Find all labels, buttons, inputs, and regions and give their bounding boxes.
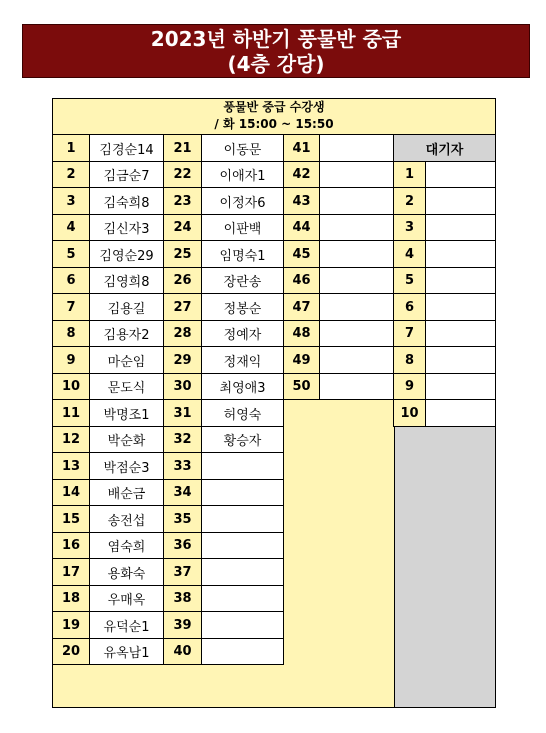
roster-number: 34: [163, 479, 202, 506]
waitlist-name: [425, 346, 496, 374]
waitlist-name: [425, 214, 496, 241]
roster-name: 임명숙1: [201, 240, 284, 268]
roster-number: 37: [163, 558, 202, 586]
roster-number: 20: [52, 638, 90, 665]
roster-number: 30: [163, 373, 202, 400]
waitlist-number: 4: [393, 240, 426, 268]
roster-name: [201, 532, 284, 559]
waitlist-name: [425, 320, 496, 347]
roster-name: 박순화: [89, 426, 164, 453]
roster-number: 31: [163, 399, 202, 427]
roster-name: 송전섭: [89, 505, 164, 533]
roster-name: 유옥남1: [89, 638, 164, 665]
roster-number: 15: [52, 505, 90, 533]
roster-number: 32: [163, 426, 202, 453]
roster-name: 이판백: [201, 214, 284, 241]
roster-number: 48: [283, 320, 320, 347]
roster-name: [201, 585, 284, 612]
roster-name: 김영순29: [89, 240, 164, 268]
roster-number: 46: [283, 267, 320, 294]
roster-name: [319, 134, 394, 162]
roster-number: 23: [163, 187, 202, 215]
roster-number: 3: [52, 187, 90, 215]
roster-name: [201, 611, 284, 639]
roster-number: 47: [283, 293, 320, 321]
roster-name: [201, 558, 284, 586]
roster-number: 13: [52, 452, 90, 480]
waitlist-name: [425, 161, 496, 188]
roster-number: 14: [52, 479, 90, 506]
roster-number: 6: [52, 267, 90, 294]
roster-number: 50: [283, 373, 320, 400]
roster-name: [319, 187, 394, 215]
waitlist-name: [425, 293, 496, 321]
roster-name: 김용자2: [89, 320, 164, 347]
roster-number: 39: [163, 611, 202, 639]
roster-number: 9: [52, 346, 90, 374]
roster-name: 유덕순1: [89, 611, 164, 639]
roster-number: 22: [163, 161, 202, 188]
roster-name: 황승자: [201, 426, 284, 453]
waitlist-name: [425, 373, 496, 400]
roster-number: 17: [52, 558, 90, 586]
roster-name: [319, 320, 394, 347]
roster-name: [319, 240, 394, 268]
roster-number: 40: [163, 638, 202, 665]
roster-number: 18: [52, 585, 90, 612]
roster-number: 12: [52, 426, 90, 453]
roster-name: 마순임: [89, 346, 164, 374]
waitlist-number: 9: [393, 373, 426, 400]
roster-name: 김영희8: [89, 267, 164, 294]
roster-number: 42: [283, 161, 320, 188]
roster-number: 33: [163, 452, 202, 480]
roster-name: 김숙희8: [89, 187, 164, 215]
roster-number: 21: [163, 134, 202, 162]
roster-name: 김용길: [89, 293, 164, 321]
roster-name: 정봉순: [201, 293, 284, 321]
roster-name: 김금순7: [89, 161, 164, 188]
roster-number: 26: [163, 267, 202, 294]
roster-name: [201, 479, 284, 506]
roster-header-time: / 화 15:00 ~ 15:50: [214, 117, 334, 131]
roster-name: 박명조1: [89, 399, 164, 427]
title-banner: [22, 24, 530, 78]
roster-name: 염숙희: [89, 532, 164, 559]
roster-name: 이동문: [201, 134, 284, 162]
roster-name: [319, 293, 394, 321]
roster-name: [319, 214, 394, 241]
roster-number: 1: [52, 134, 90, 162]
title-line-1: 2023년 하반기 풍물반 중급: [150, 27, 402, 51]
roster-name: [319, 346, 394, 374]
roster-number: 41: [283, 134, 320, 162]
waitlist-name: [425, 399, 496, 427]
roster-number: 8: [52, 320, 90, 347]
roster-number: 43: [283, 187, 320, 215]
roster-number: 5: [52, 240, 90, 268]
roster-name: 정재익: [201, 346, 284, 374]
title-line-2: (4층 강당): [227, 52, 325, 76]
roster-name: 김경순14: [89, 134, 164, 162]
roster-name: 허영숙: [201, 399, 284, 427]
roster-name: 배순금: [89, 479, 164, 506]
roster-number: 16: [52, 532, 90, 559]
roster-header-title: 풍물반 중급 수강생: [223, 100, 325, 114]
roster-name: [201, 452, 284, 480]
roster-number: 11: [52, 399, 90, 427]
roster-name: 문도식: [89, 373, 164, 400]
waitlist-name: [425, 240, 496, 268]
roster-number: 4: [52, 214, 90, 241]
roster-name: 이정자6: [201, 187, 284, 215]
roster-name: 장란송: [201, 267, 284, 294]
roster-number: 49: [283, 346, 320, 374]
waitlist-name: [425, 267, 496, 294]
roster-number: 7: [52, 293, 90, 321]
roster-name: [201, 505, 284, 533]
waitlist-number: 1: [393, 161, 426, 188]
waitlist-number: 8: [393, 346, 426, 374]
roster-number: 44: [283, 214, 320, 241]
roster-name: [319, 161, 394, 188]
roster-name: 용화숙: [89, 558, 164, 586]
empty-area: [284, 398, 394, 678]
roster-number: 10: [52, 373, 90, 400]
roster-number: 36: [163, 532, 202, 559]
waitlist-number: 2: [393, 187, 426, 215]
roster-number: 28: [163, 320, 202, 347]
waitlist-empty-area: [394, 424, 496, 708]
waitlist-name: [425, 187, 496, 215]
roster-name: 정예자: [201, 320, 284, 347]
roster-number: 25: [163, 240, 202, 268]
waitlist-number: 3: [393, 214, 426, 241]
roster-number: 24: [163, 214, 202, 241]
roster-name: 김신자3: [89, 214, 164, 241]
roster-number: 19: [52, 611, 90, 639]
roster-name: 이애자1: [201, 161, 284, 188]
roster-number: 35: [163, 505, 202, 533]
roster-name: [319, 373, 394, 400]
waitlist-title: 대기자: [393, 134, 496, 162]
waitlist-number: 7: [393, 320, 426, 347]
roster-name: 최영애3: [201, 373, 284, 400]
roster-name: 박점순3: [89, 452, 164, 480]
roster-header: [52, 98, 496, 134]
roster-number: 29: [163, 346, 202, 374]
waitlist-number: 10: [393, 399, 426, 427]
roster-number: 45: [283, 240, 320, 268]
waitlist-number: 6: [393, 293, 426, 321]
roster-number: 2: [52, 161, 90, 188]
waitlist-number: 5: [393, 267, 426, 294]
roster-number: 27: [163, 293, 202, 321]
roster-name: [201, 638, 284, 665]
roster-name: [319, 267, 394, 294]
roster-name: 우매옥: [89, 585, 164, 612]
roster-number: 38: [163, 585, 202, 612]
